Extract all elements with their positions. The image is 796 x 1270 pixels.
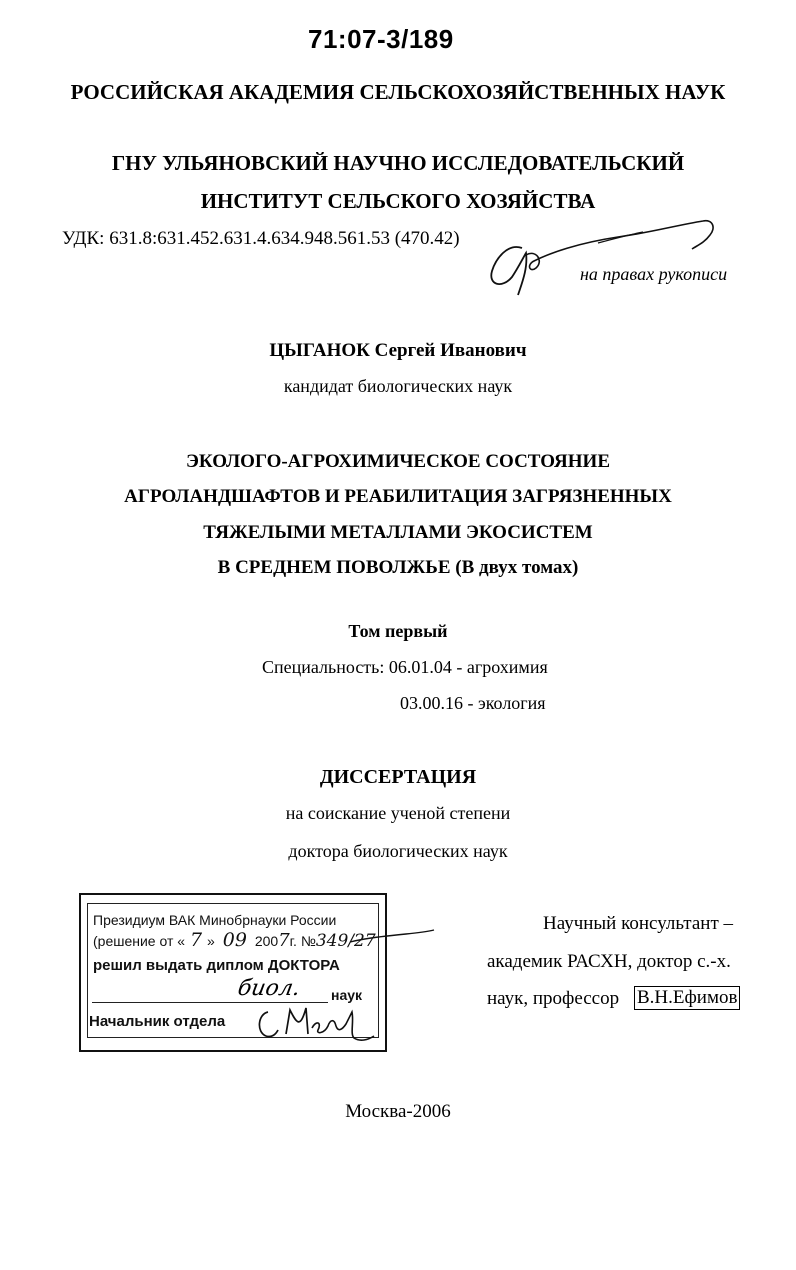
decision-number-flourish-icon <box>346 920 436 960</box>
stamp-decision-sep: » <box>207 933 215 949</box>
consultant-name-box: В.Н.Ефимов <box>634 986 740 1010</box>
dissertation-title-line-1: ЭКОЛОГО-АГРОХИМИЧЕСКОЕ СОСТОЯНИЕ <box>186 451 610 472</box>
dissertation-title-line-2: АГРОЛАНДШАФТОВ И РЕАБИЛИТАЦИЯ ЗАГРЯЗНЕННЫХ <box>124 486 672 507</box>
dissertation-title-line-3: ТЯЖЕЛЫМИ МЕТАЛЛАМИ ЭКОСИСТЕМ <box>203 522 593 543</box>
consultant-line-3: наук, профессор <box>487 988 620 1009</box>
stamp-decision-suffix: г. № <box>289 933 316 949</box>
specialty-line-2: 03.00.16 - экология <box>400 693 546 713</box>
stamp-line-5: Начальник отдела <box>89 1013 226 1030</box>
stamp-line-4-suffix: наук <box>331 987 363 1003</box>
institute-name-line-2: ИНСТИТУТ СЕЛЬСКОГО ХОЗЯЙСТВА <box>200 189 596 213</box>
stamp-decision-number: 349/27 <box>315 931 376 951</box>
author-signature-icon <box>478 213 728 303</box>
specialty-line-1: Специальность: 06.01.04 - агрохимия <box>262 657 548 677</box>
official-signature-icon <box>250 1000 390 1050</box>
degree-sought-line-1: на соискание ученой степени <box>285 803 511 823</box>
author-degree: кандидат биологических наук <box>283 376 513 396</box>
consultant-line-1: Научный консультант – <box>543 913 733 934</box>
consultant-line-2: академик РАСХН, доктор с.-х. <box>487 951 731 972</box>
stamp-line-2 <box>93 929 376 951</box>
manuscript-rights-note: на правах рукописи <box>580 264 728 284</box>
institute-name-line-1: ГНУ УЛЬЯНОВСКИЙ НАУЧНО ИССЛЕДОВАТЕЛЬСКИЙ <box>111 151 685 175</box>
city-year: Москва-2006 <box>345 1101 451 1122</box>
dissertation-title-line-4: В СРЕДНЕМ ПОВОЛЖЬЕ (В двух томах) <box>217 557 579 578</box>
stamp-decision-day: 7 <box>190 929 203 951</box>
stamp-decision-month: 09 <box>222 929 247 951</box>
degree-sought-line-2: доктора биологических наук <box>288 841 508 861</box>
udk-code: УДК: 631.8:631.452.631.4.634.948.561.53 (470.42) <box>62 228 460 249</box>
academy-name: РОССИЙСКАЯ АКАДЕМИЯ СЕЛЬСКОХОЗЯЙСТВЕННЫХ НАУК <box>70 80 726 104</box>
dissertation-heading: ДИССЕРТАЦИЯ <box>319 766 477 788</box>
stamp-decision-year-prefix: 200 <box>254 933 279 949</box>
stamp-line-3: решил выдать диплом ДОКТОРА <box>93 957 340 974</box>
stamp-line-1: Президиум ВАК Минобрнауки России <box>93 912 337 928</box>
author-name: ЦЫГАНОК Сергей Иванович <box>269 340 527 361</box>
stamp-decision-prefix: (решение от « <box>93 933 186 949</box>
volume-label: Том первый <box>348 621 448 641</box>
stamp-handwritten-degree: биол. <box>235 976 303 1001</box>
stamp-decision-year-digit: 7 <box>278 930 290 951</box>
archive-code: 71:07-3/189 <box>308 24 454 54</box>
